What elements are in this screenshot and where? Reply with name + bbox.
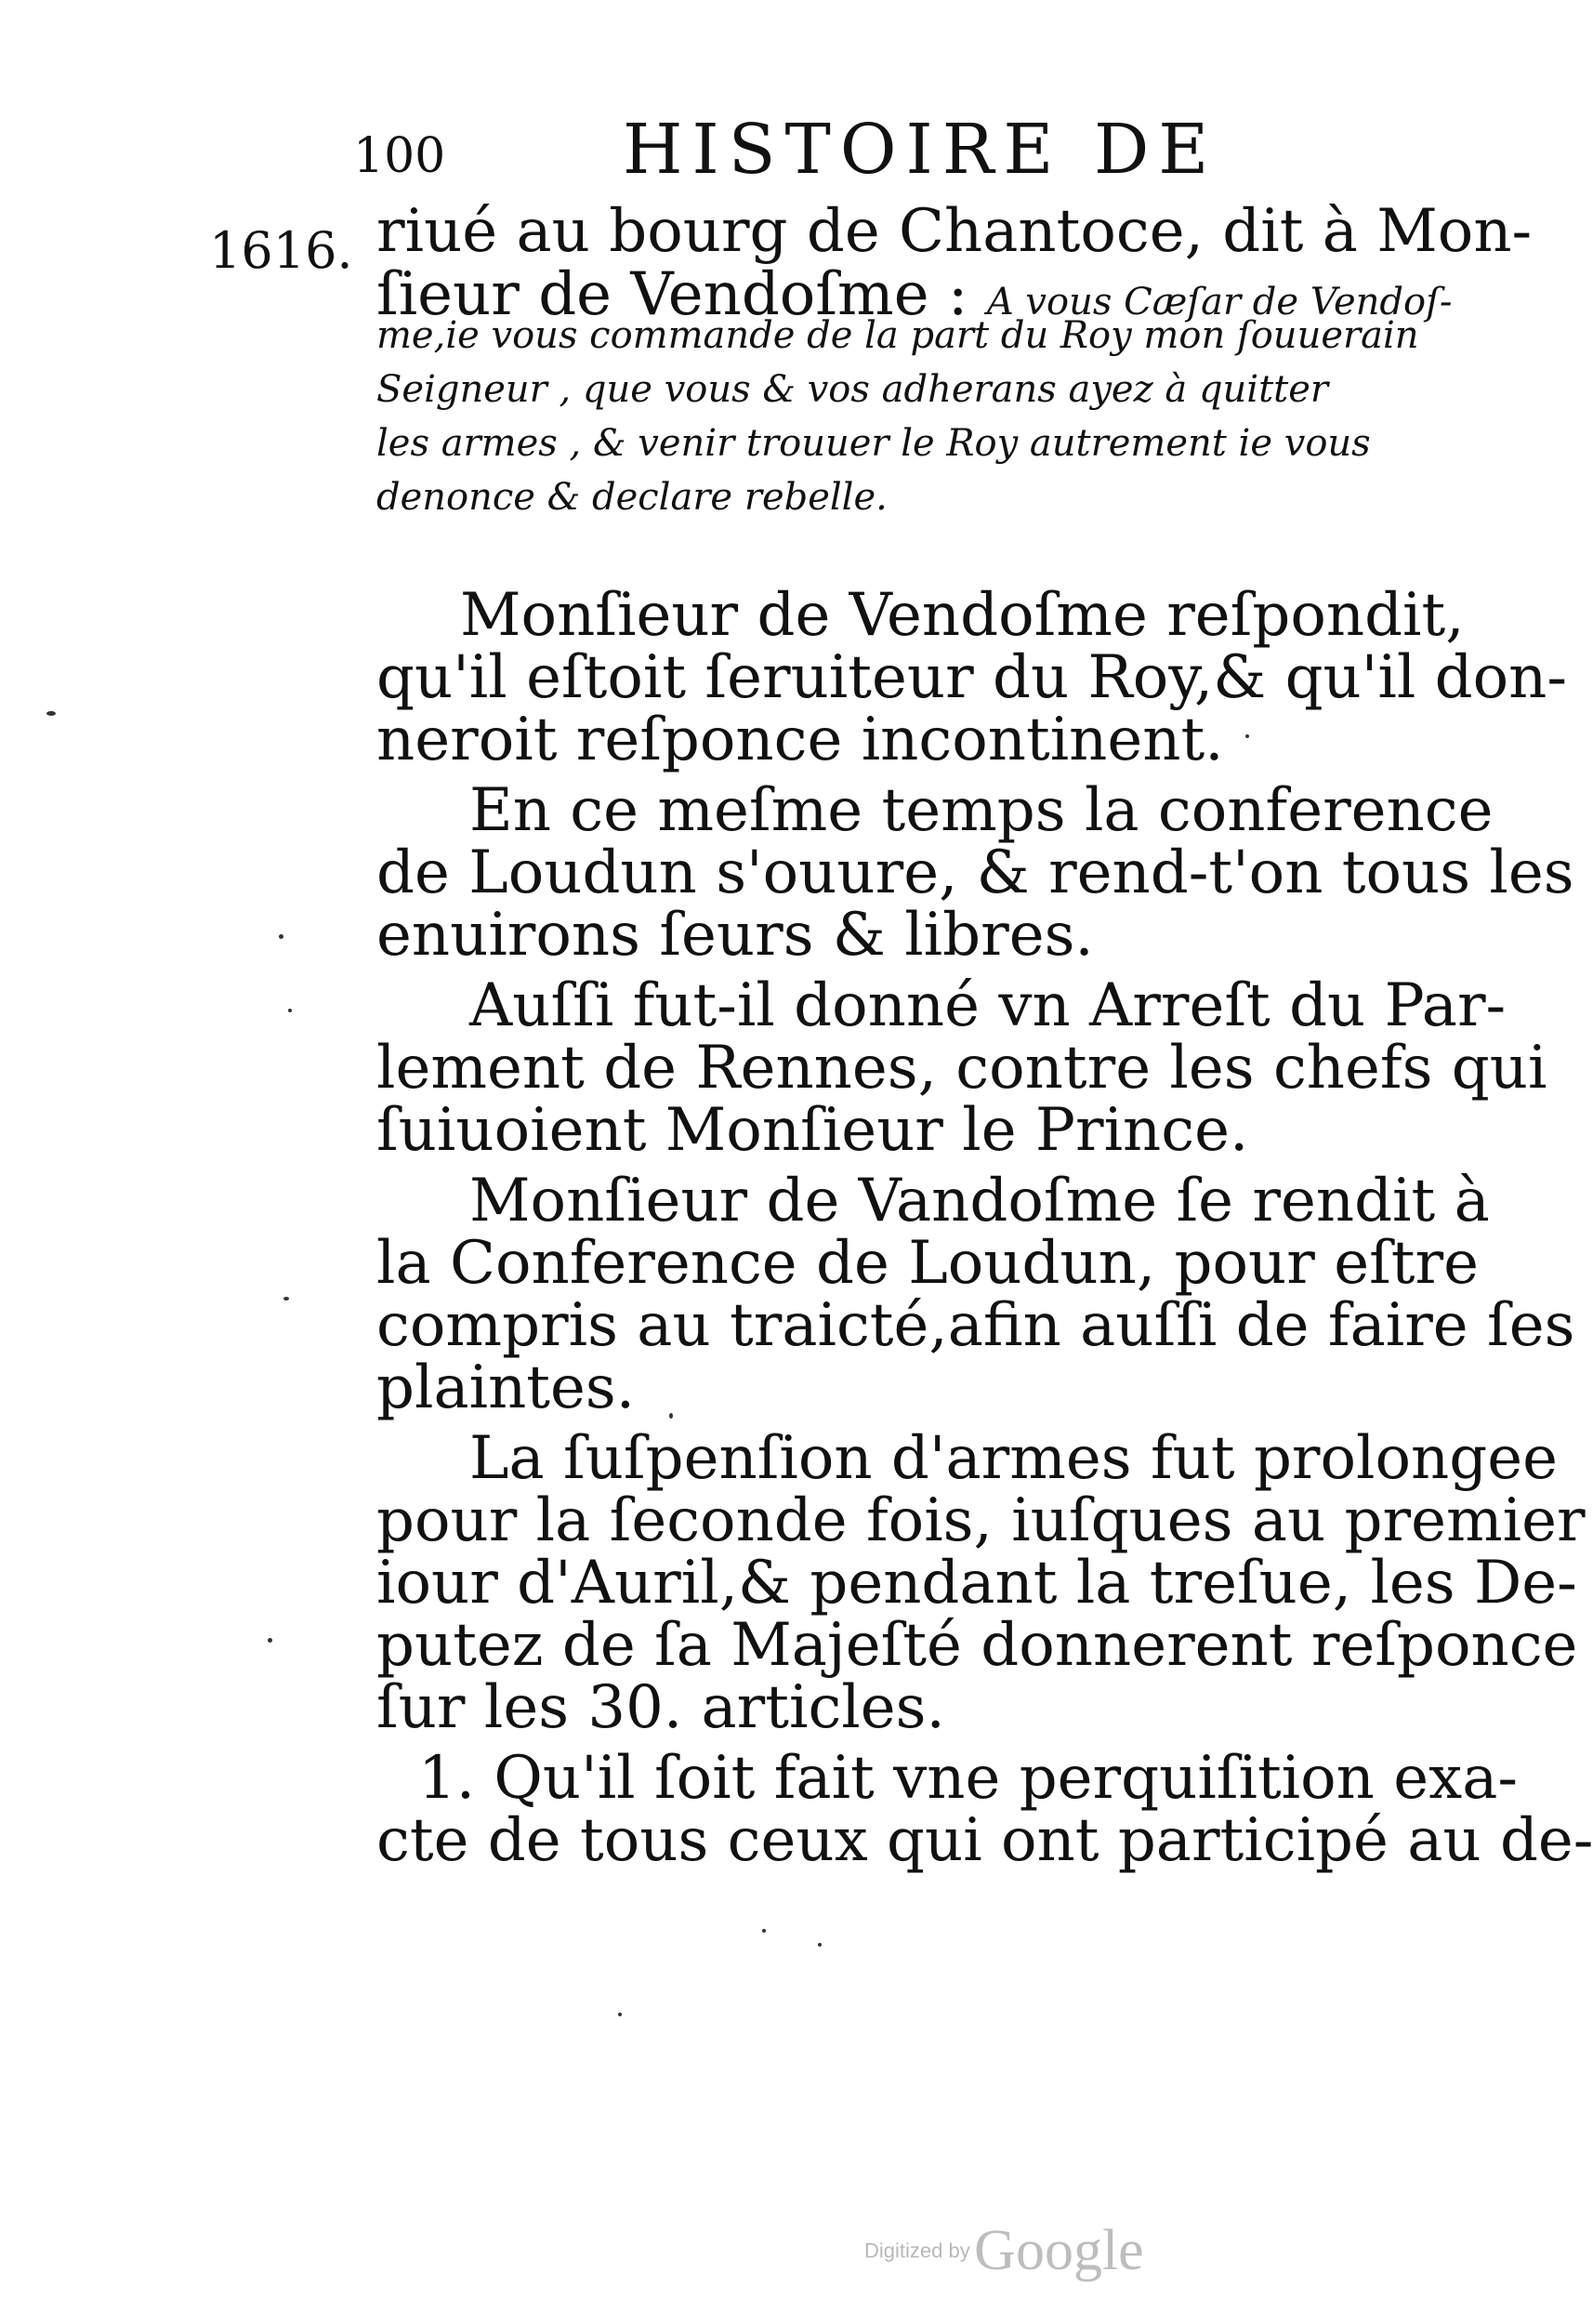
italic-segment: A vous Cæſar de Vendoſ- bbox=[986, 281, 1453, 324]
text-line: qu'il eſtoit ſeruiteur du Roy,& qu'il don- bbox=[376, 643, 1567, 712]
italic-line: denonce & declare rebelle. bbox=[376, 476, 888, 519]
scan-speck bbox=[283, 1297, 289, 1301]
text-line: de Loudun s'ouure, & rend-t'on tous les bbox=[376, 838, 1574, 907]
margin-year: 1616. bbox=[209, 221, 353, 280]
text-line: compris au traicté,afin auſſi de faire ſes bbox=[376, 1291, 1575, 1360]
text-line: ſuiuoient Monſieur le Prince. bbox=[376, 1096, 1249, 1165]
text-line: 1. Qu'il ſoit fait vne perquiſition exa- bbox=[418, 1744, 1518, 1813]
text-line: riué au bourg de Chantoce, dit à Mon- bbox=[376, 197, 1533, 266]
text-line: ſur les 30. articles. bbox=[376, 1673, 945, 1742]
text-line: la Conference de Loudun, pour eſtre bbox=[376, 1229, 1479, 1298]
running-title: HISTOIRE DE bbox=[623, 110, 1218, 190]
text-line: neroit reſponce incontinent. bbox=[376, 706, 1224, 774]
italic-line: les armes , & venir trouuer le Roy autrement ie vous bbox=[376, 422, 1371, 465]
italic-line: Seigneur , que vous & vos adherans ayez à quitter bbox=[376, 368, 1329, 411]
italic-line: me,ie vous commande de la part du Roy mon ſouuerain bbox=[376, 314, 1419, 357]
page-header bbox=[353, 110, 1283, 193]
text-line: putez de ſa Majeſté donnerent reſponce bbox=[376, 1611, 1578, 1680]
text-line: enuirons ſeurs & libres. bbox=[376, 901, 1094, 970]
text-line: Monſieur de Vendoſme reſpondit, bbox=[460, 581, 1465, 650]
text-line: lement de Rennes, contre les chefs qui bbox=[376, 1034, 1547, 1103]
scan-speck bbox=[1245, 734, 1249, 738]
text-line: La ſuſpenſion d'armes fut prolongee bbox=[469, 1424, 1558, 1493]
text-line: En ce meſme temps la conference bbox=[469, 776, 1494, 845]
scan-speck bbox=[268, 1638, 272, 1643]
scan-speck bbox=[669, 1413, 673, 1419]
text-segment: ſieur de Vendoſme : bbox=[376, 260, 968, 329]
text-line: cte de tous ceux qui ont participé au de- bbox=[376, 1806, 1593, 1875]
scan-speck bbox=[279, 934, 283, 939]
google-logo: Google bbox=[974, 2219, 1144, 2282]
page-number: 100 bbox=[353, 128, 446, 184]
text-line: iour d'Auril,& pendant la treſue, les De- bbox=[376, 1549, 1577, 1618]
text-line: Auſſi fut-il donné vn Arreſt du Par- bbox=[469, 971, 1507, 1040]
scan-speck bbox=[618, 2013, 622, 2016]
text-line: plaintes. bbox=[376, 1353, 636, 1422]
digitized-by-watermark bbox=[864, 2218, 1144, 2284]
text-line: pour la ſeconde fois, iuſques au premier bbox=[376, 1486, 1586, 1555]
text-line: Monſieur de Vandoſme ſe rendit à bbox=[469, 1167, 1490, 1235]
scan-speck bbox=[762, 1929, 766, 1933]
digitized-label: Digitized by bbox=[864, 2238, 970, 2263]
scan-speck bbox=[288, 1009, 292, 1012]
scan-speck bbox=[46, 711, 56, 716]
scan-speck bbox=[818, 1943, 822, 1947]
